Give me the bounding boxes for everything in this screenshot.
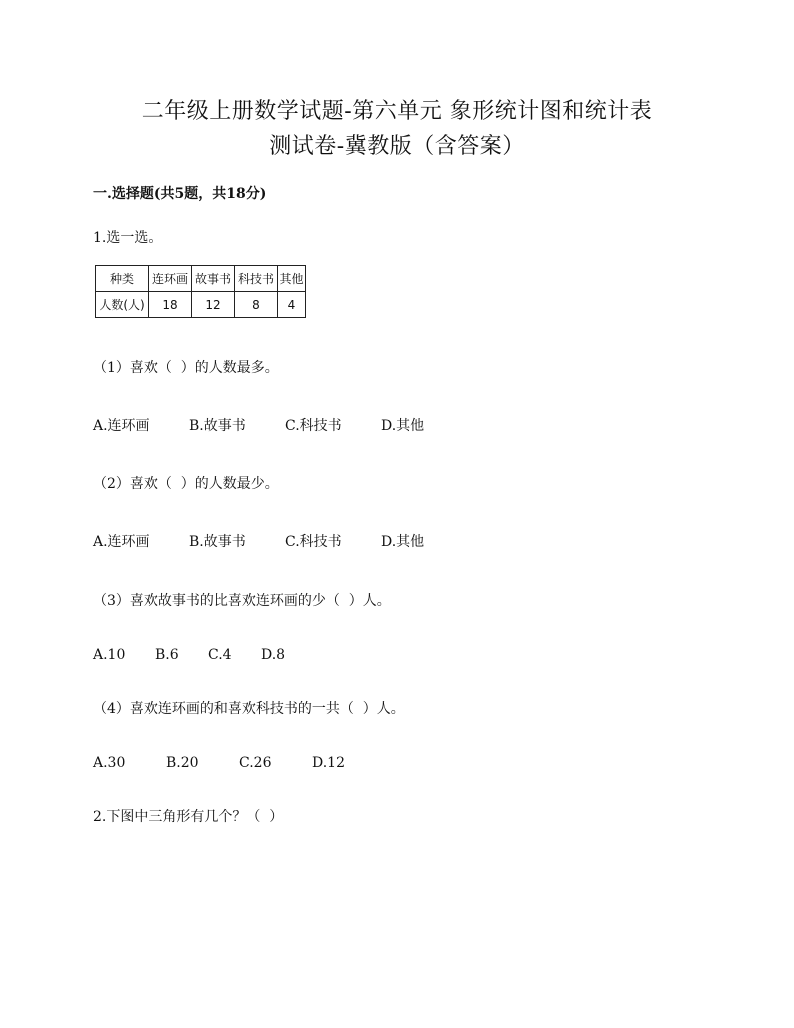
option-d[interactable]: D.其他 bbox=[381, 534, 425, 550]
option-c[interactable]: C.科技书 bbox=[285, 534, 342, 550]
section-heading: 一.选择题(共5题，共18分) bbox=[93, 186, 267, 202]
sub-question-4: （4）喜欢连环画的和喜欢科技书的一共（ ）人。 bbox=[93, 701, 405, 717]
stats-table bbox=[95, 265, 306, 318]
option-c[interactable]: C.26 bbox=[239, 755, 272, 771]
option-c[interactable]: C.科技书 bbox=[285, 418, 342, 434]
table-cell: 故事书 bbox=[192, 266, 235, 292]
option-b[interactable]: B.故事书 bbox=[189, 418, 246, 434]
option-a[interactable]: A.30 bbox=[93, 755, 126, 771]
option-a[interactable]: A.连环画 bbox=[93, 418, 150, 434]
table-cell: 科技书 bbox=[235, 266, 278, 292]
table-cell: 12 bbox=[192, 292, 235, 318]
table-cell: 人数(人) bbox=[96, 292, 149, 318]
option-a[interactable]: A.10 bbox=[93, 647, 126, 663]
options-1 bbox=[93, 415, 424, 435]
option-c[interactable]: C.4 bbox=[208, 647, 232, 663]
title-line-2: 测试卷-冀教版（含答案） bbox=[269, 134, 525, 159]
option-d[interactable]: D.8 bbox=[261, 647, 286, 663]
sub-question-1: （1）喜欢（ ）的人数最多。 bbox=[93, 360, 279, 376]
options-3 bbox=[93, 647, 285, 663]
option-b[interactable]: B.20 bbox=[166, 755, 199, 771]
option-b[interactable]: B.故事书 bbox=[189, 534, 246, 550]
table-row bbox=[96, 292, 306, 318]
question-1-stem: 1.选一选。 bbox=[93, 230, 163, 246]
option-a[interactable]: A.连环画 bbox=[93, 534, 150, 550]
option-b[interactable]: B.6 bbox=[155, 647, 179, 663]
options-4 bbox=[93, 755, 345, 771]
table-cell: 其他 bbox=[278, 266, 306, 292]
options-2 bbox=[93, 531, 424, 551]
table-cell: 18 bbox=[149, 292, 192, 318]
title-line-1: 二年级上册数学试题-第六单元 象形统计图和统计表 bbox=[141, 99, 653, 124]
table-cell: 连环画 bbox=[149, 266, 192, 292]
option-d[interactable]: D.其他 bbox=[381, 418, 425, 434]
sub-question-3: （3）喜欢故事书的比喜欢连环画的少（ ）人。 bbox=[93, 593, 391, 609]
table-row bbox=[96, 266, 306, 292]
option-d[interactable]: D.12 bbox=[312, 755, 345, 771]
table-cell: 8 bbox=[235, 292, 278, 318]
question-2-stem: 2.下图中三角形有几个？（ ） bbox=[93, 809, 284, 825]
table-cell: 种类 bbox=[96, 266, 149, 292]
sub-question-2: （2）喜欢（ ）的人数最少。 bbox=[93, 476, 279, 492]
table-cell: 4 bbox=[278, 292, 306, 318]
